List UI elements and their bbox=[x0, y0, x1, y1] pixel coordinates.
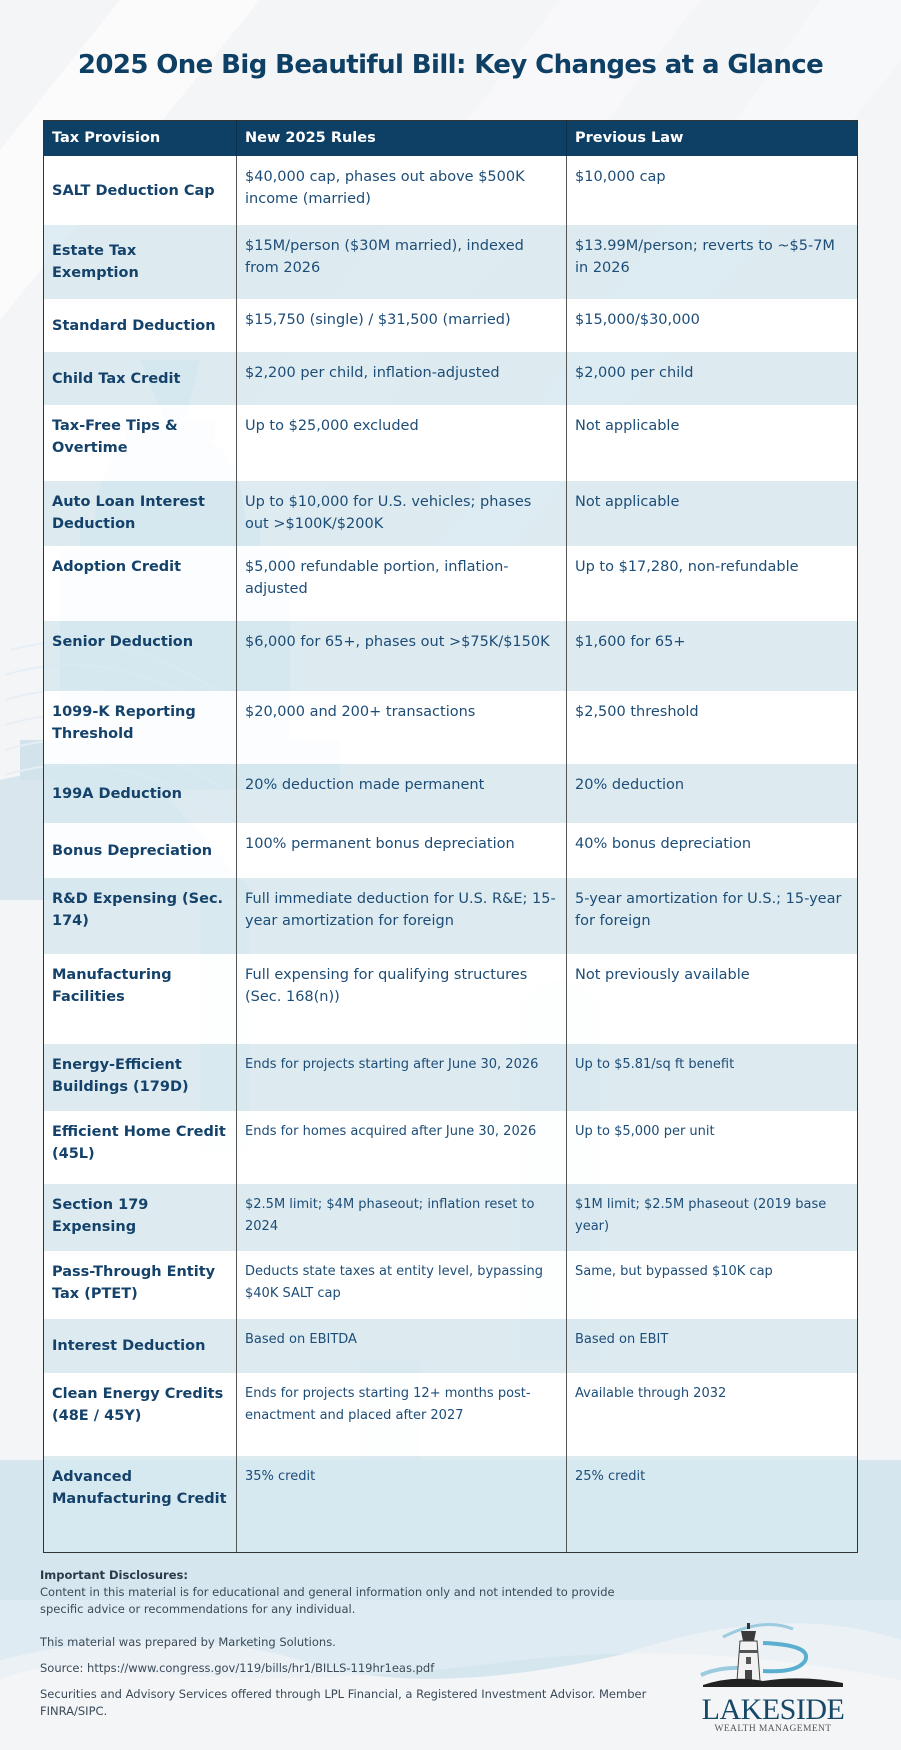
provision-cell: Pass-Through Entity Tax (PTET) bbox=[44, 1251, 237, 1319]
new-rule-cell: 20% deduction made permanent bbox=[237, 764, 567, 823]
new-rule-cell: 100% permanent bonus depreciation bbox=[237, 823, 567, 878]
new-rule-cell: Ends for homes acquired after June 30, 2026 bbox=[237, 1111, 567, 1184]
provision-cell: Energy-Efficient Buildings (179D) bbox=[44, 1044, 237, 1111]
previous-law-cell: Not applicable bbox=[575, 418, 680, 434]
provision-cell: 1099-K Reporting Threshold bbox=[44, 691, 237, 764]
previous-law-cell: Up to $5.81/sq ft benefit bbox=[575, 1057, 735, 1072]
table-row bbox=[44, 225, 857, 299]
lighthouse-icon bbox=[693, 1615, 853, 1697]
previous-law-cell: 25% credit bbox=[575, 1469, 646, 1484]
provision-cell: Clean Energy Credits (48E / 45Y) bbox=[44, 1373, 237, 1456]
previous-law-cell: $1M limit; $2.5M phaseout (2019 base year) bbox=[575, 1197, 827, 1234]
previous-law-cell: 20% deduction bbox=[575, 777, 685, 793]
table-row bbox=[44, 878, 857, 954]
table-row bbox=[44, 405, 857, 481]
previous-law-cell: 40% bonus depreciation bbox=[575, 836, 752, 852]
new-rule-cell: Full expensing for qualifying structures (Sec. 168(n)) bbox=[237, 954, 567, 1044]
table-header bbox=[44, 121, 857, 156]
table-row bbox=[44, 621, 857, 691]
new-rule-cell: $15,750 (single) / $31,500 (married) bbox=[237, 299, 567, 352]
table-row bbox=[44, 1111, 857, 1184]
provision-cell: Advanced Manufacturing Credit bbox=[44, 1456, 237, 1552]
new-rule-cell: Up to $10,000 for U.S. vehicles; phases out >$100K/$200K bbox=[237, 481, 567, 546]
new-rule-cell: $15M/person ($30M married), indexed from 2026 bbox=[237, 225, 567, 299]
new-rule-cell: Ends for projects starting after June 30, 2026 bbox=[237, 1044, 567, 1111]
tax-comparison-table bbox=[43, 120, 858, 1553]
new-rule-cell: Based on EBITDA bbox=[237, 1319, 567, 1373]
provision-cell: Bonus Depreciation bbox=[44, 823, 237, 878]
column-header-previous-law: Previous Law bbox=[575, 130, 684, 146]
previous-law-cell: $2,000 per child bbox=[575, 365, 694, 381]
previous-law-cell: 5-year amortization for U.S.; 15-year for foreign bbox=[575, 891, 842, 929]
column-header-new-rules: New 2025 Rules bbox=[237, 121, 567, 156]
new-rule-cell: $2,200 per child, inflation-adjusted bbox=[237, 352, 567, 405]
provision-cell: Efficient Home Credit (45L) bbox=[44, 1111, 237, 1184]
previous-law-cell: $10,000 cap bbox=[575, 169, 666, 185]
table-row bbox=[44, 1456, 857, 1552]
table-row bbox=[44, 691, 857, 764]
provision-cell: Section 179 Expensing bbox=[44, 1184, 237, 1251]
new-rule-cell: $6,000 for 65+, phases out >$75K/$150K bbox=[237, 621, 567, 691]
table-row bbox=[44, 156, 857, 225]
table-row bbox=[44, 481, 857, 546]
table-row bbox=[44, 1319, 857, 1373]
new-rule-cell: Full immediate deduction for U.S. R&E; 15-year amortization for foreign bbox=[237, 878, 567, 954]
page-title: 2025 One Big Beautiful Bill: Key Changes at a Glance bbox=[77, 50, 824, 80]
table-row bbox=[44, 1044, 857, 1111]
table-row bbox=[44, 1251, 857, 1319]
lakeside-logo bbox=[693, 1615, 853, 1735]
provision-cell: R&D Expensing (Sec. 174) bbox=[44, 878, 237, 954]
previous-law-cell: $13.99M/person; reverts to ~$5-7M in 2026 bbox=[575, 238, 835, 276]
table-row bbox=[44, 299, 857, 352]
table-row bbox=[44, 546, 857, 621]
previous-law-cell: Available through 2032 bbox=[575, 1386, 727, 1401]
provision-cell: Estate Tax Exemption bbox=[44, 225, 237, 299]
logo-wordmark: LAKESIDE bbox=[701, 1693, 845, 1726]
new-rule-cell: Ends for projects starting 12+ months post-enactment and placed after 2027 bbox=[237, 1373, 567, 1456]
prepared-by-note: This material was prepared by Marketing Solutions. bbox=[40, 1635, 336, 1649]
logo-tagline: WEALTH MANAGEMENT bbox=[714, 1724, 832, 1734]
table-row bbox=[44, 764, 857, 823]
securities-disclosure: Securities and Advisory Services offered through LPL Financial, a Registered Investment Advisor. Member FINRA/SIPC. bbox=[40, 1687, 647, 1718]
provision-cell: Manufacturing Facilities bbox=[44, 954, 237, 1044]
new-rule-cell: $20,000 and 200+ transactions bbox=[237, 691, 567, 764]
previous-law-cell: Same, but bypassed $10K cap bbox=[575, 1264, 773, 1279]
previous-law-cell: $15,000/$30,000 bbox=[575, 312, 700, 328]
provision-cell: Adoption Credit bbox=[44, 546, 237, 621]
new-rule-cell: Up to $25,000 excluded bbox=[237, 405, 567, 481]
provision-cell: Senior Deduction bbox=[44, 621, 237, 691]
new-rule-cell: 35% credit bbox=[237, 1456, 567, 1552]
new-rule-cell: Deducts state taxes at entity level, bypassing $40K SALT cap bbox=[237, 1251, 567, 1319]
table-row bbox=[44, 352, 857, 405]
provision-cell: Child Tax Credit bbox=[44, 352, 237, 405]
table-row bbox=[44, 1373, 857, 1456]
disclosures-title: Important Disclosures: bbox=[40, 1568, 188, 1582]
table-row bbox=[44, 1184, 857, 1251]
provision-cell: Tax-Free Tips & Overtime bbox=[44, 405, 237, 481]
previous-law-cell: $1,600 for 65+ bbox=[575, 634, 686, 650]
provision-cell: SALT Deduction Cap bbox=[44, 156, 237, 225]
provision-cell: Standard Deduction bbox=[44, 299, 237, 352]
previous-law-cell: Not previously available bbox=[575, 967, 750, 983]
new-rule-cell: $40,000 cap, phases out above $500K income (married) bbox=[237, 156, 567, 225]
table-row bbox=[44, 954, 857, 1044]
disclosures-body: Content in this material is for educational and general information only and not intended to provide specific advice or recommendations for any individual. bbox=[40, 1585, 615, 1616]
provision-cell: Interest Deduction bbox=[44, 1319, 237, 1373]
previous-law-cell: Not applicable bbox=[575, 494, 680, 510]
provision-cell: 199A Deduction bbox=[44, 764, 237, 823]
previous-law-cell: Up to $17,280, non-refundable bbox=[575, 559, 799, 575]
provision-cell: Auto Loan Interest Deduction bbox=[44, 481, 237, 546]
source-link[interactable]: Source: https://www.congress.gov/119/bills/hr1/BILLS-119hr1eas.pdf bbox=[40, 1661, 435, 1675]
previous-law-cell: Based on EBIT bbox=[575, 1332, 669, 1347]
table-row bbox=[44, 823, 857, 878]
column-header-provision: Tax Provision bbox=[44, 121, 237, 156]
disclosures-block bbox=[40, 1567, 660, 1618]
previous-law-cell: $2,500 threshold bbox=[575, 704, 699, 720]
new-rule-cell: $5,000 refundable portion, inflation-adjusted bbox=[237, 546, 567, 621]
new-rule-cell: $2.5M limit; $4M phaseout; inflation reset to 2024 bbox=[237, 1184, 567, 1251]
previous-law-cell: Up to $5,000 per unit bbox=[575, 1124, 715, 1139]
